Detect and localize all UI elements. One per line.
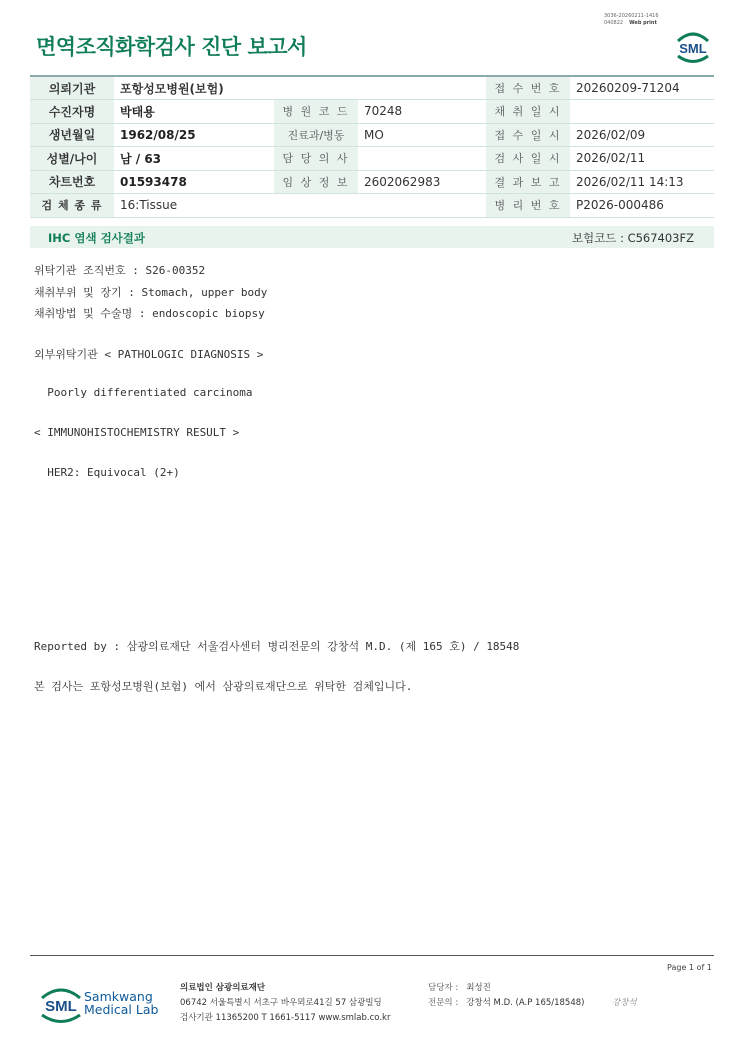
logo-text: SML xyxy=(679,41,707,56)
staff-name: 최성진 xyxy=(466,983,491,993)
label-receipt-date: 접 수 일 시 xyxy=(486,123,570,147)
value-requesting-institution: 포항성모병원(보험) xyxy=(114,76,486,100)
value-result-report: 2026/02/11 14:13 xyxy=(570,170,714,194)
report-ihc-heading: < IMMUNOHISTOCHEMISTRY RESULT > xyxy=(34,426,240,439)
report-line-method: 채취방법 및 수술명 : endoscopic biopsy xyxy=(34,307,265,320)
ihc-section-header xyxy=(30,226,714,248)
table-row xyxy=(30,76,714,100)
label-birth-date: 생년월일 xyxy=(30,123,114,147)
print-meta xyxy=(604,13,659,27)
label-physician: 담 당 의 사 xyxy=(274,147,358,171)
footer-divider xyxy=(30,955,714,956)
page-number: Page 1 of 1 xyxy=(667,963,712,972)
patient-info-table xyxy=(30,75,714,218)
specialist-label: 전문의 : xyxy=(428,998,459,1008)
value-test-date: 2026/02/11 xyxy=(570,147,714,171)
specialist-name: 강창석 M.D. (A.P 165/18548) xyxy=(466,998,585,1008)
org-address: 06742 서울특별시 서초구 바우뫼로41길 57 삼광빌딩 xyxy=(180,998,382,1008)
report-diagnosis: Poorly differentiated carcinoma xyxy=(34,386,253,399)
brand-line-1: Samkwang xyxy=(84,989,153,1004)
section-title: IHC 염색 검사결과 xyxy=(48,231,146,245)
label-clinical-info: 임 상 정 보 xyxy=(274,170,358,194)
org-contact: 검사기관 11365200 T 1661-5117 www.smlab.co.kr xyxy=(180,1013,391,1023)
label-pathology-number: 병 리 번 호 xyxy=(486,194,570,218)
value-specimen-type: 16:Tissue xyxy=(114,194,486,218)
value-department: MO xyxy=(358,123,486,147)
label-receipt-number: 접 수 번 호 xyxy=(486,76,570,100)
report-diagnosis-heading: 외부위탁기관 < PATHOLOGIC DIAGNOSIS > xyxy=(34,348,264,361)
value-receipt-date: 2026/02/09 xyxy=(570,123,714,147)
value-collection-date xyxy=(570,100,714,124)
signature: 강창석 xyxy=(612,998,637,1008)
table-row xyxy=(30,100,714,124)
label-sex-age: 성별/나이 xyxy=(30,147,114,171)
table-row xyxy=(30,170,714,194)
web-print-label: Web print xyxy=(629,20,657,26)
footer-staff xyxy=(428,981,584,1011)
table-row xyxy=(30,123,714,147)
value-receipt-number: 20260209-71204 xyxy=(570,76,714,100)
value-chart-number: 01593478 xyxy=(114,170,274,194)
label-patient-name: 수진자명 xyxy=(30,100,114,124)
print-sub: 040822 xyxy=(604,20,624,26)
value-patient-name: 박태용 xyxy=(114,100,274,124)
sml-logo-icon xyxy=(672,27,714,65)
report-line-tissue-number: 위탁기관 조직번호 : S26-00352 xyxy=(34,264,206,277)
staff-label: 담당자 : xyxy=(428,983,459,993)
label-test-date: 검 사 일 시 xyxy=(486,147,570,171)
value-hospital-code: 70248 xyxy=(358,100,486,124)
label-hospital-code: 병 원 코 드 xyxy=(274,100,358,124)
value-clinical-info: 2602062983 xyxy=(358,170,486,194)
referral-notice: 본 검사는 포항성모병원(보험) 에서 삼광의료재단으로 위탁한 검체입니다. xyxy=(34,680,413,693)
report-her2-result: HER2: Equivocal (2+) xyxy=(34,466,180,479)
value-birth-date: 1962/08/25 xyxy=(114,123,274,147)
label-requesting-institution: 의뢰기관 xyxy=(30,76,114,100)
sml-footer-logo-icon xyxy=(36,982,86,1026)
table-row xyxy=(30,194,714,218)
value-physician xyxy=(358,147,486,171)
reported-by: Reported by : 삼광의료재단 서울검사센터 병리전문의 강창석 M.D. (제 165 호) / 18548 xyxy=(34,640,520,653)
label-department: 진료과/병동 xyxy=(274,123,358,147)
brand-line-2: Medical Lab xyxy=(84,1002,159,1017)
table-row xyxy=(30,147,714,171)
label-result-report: 결 과 보 고 xyxy=(486,170,570,194)
label-chart-number: 차트번호 xyxy=(30,170,114,194)
brand-name xyxy=(84,990,158,1016)
report-line-site: 채취부위 및 장기 : Stomach, upper body xyxy=(34,286,268,299)
print-code: 3036-20260211-1416 xyxy=(604,13,659,19)
insurance-code: 보험코드 : C567403FZ xyxy=(571,231,694,245)
footer-organization xyxy=(180,981,390,1026)
page-title: 면역조직화학검사 진단 보고서 xyxy=(36,35,307,59)
label-specimen-type: 검 체 종 류 xyxy=(30,194,114,218)
label-collection-date: 채 취 일 시 xyxy=(486,100,570,124)
org-name: 의료법인 삼광의료재단 xyxy=(180,983,266,993)
value-pathology-number: P2026-000486 xyxy=(570,194,714,218)
footer-logo-text: SML xyxy=(45,998,77,1015)
value-sex-age: 남 / 63 xyxy=(114,147,274,171)
